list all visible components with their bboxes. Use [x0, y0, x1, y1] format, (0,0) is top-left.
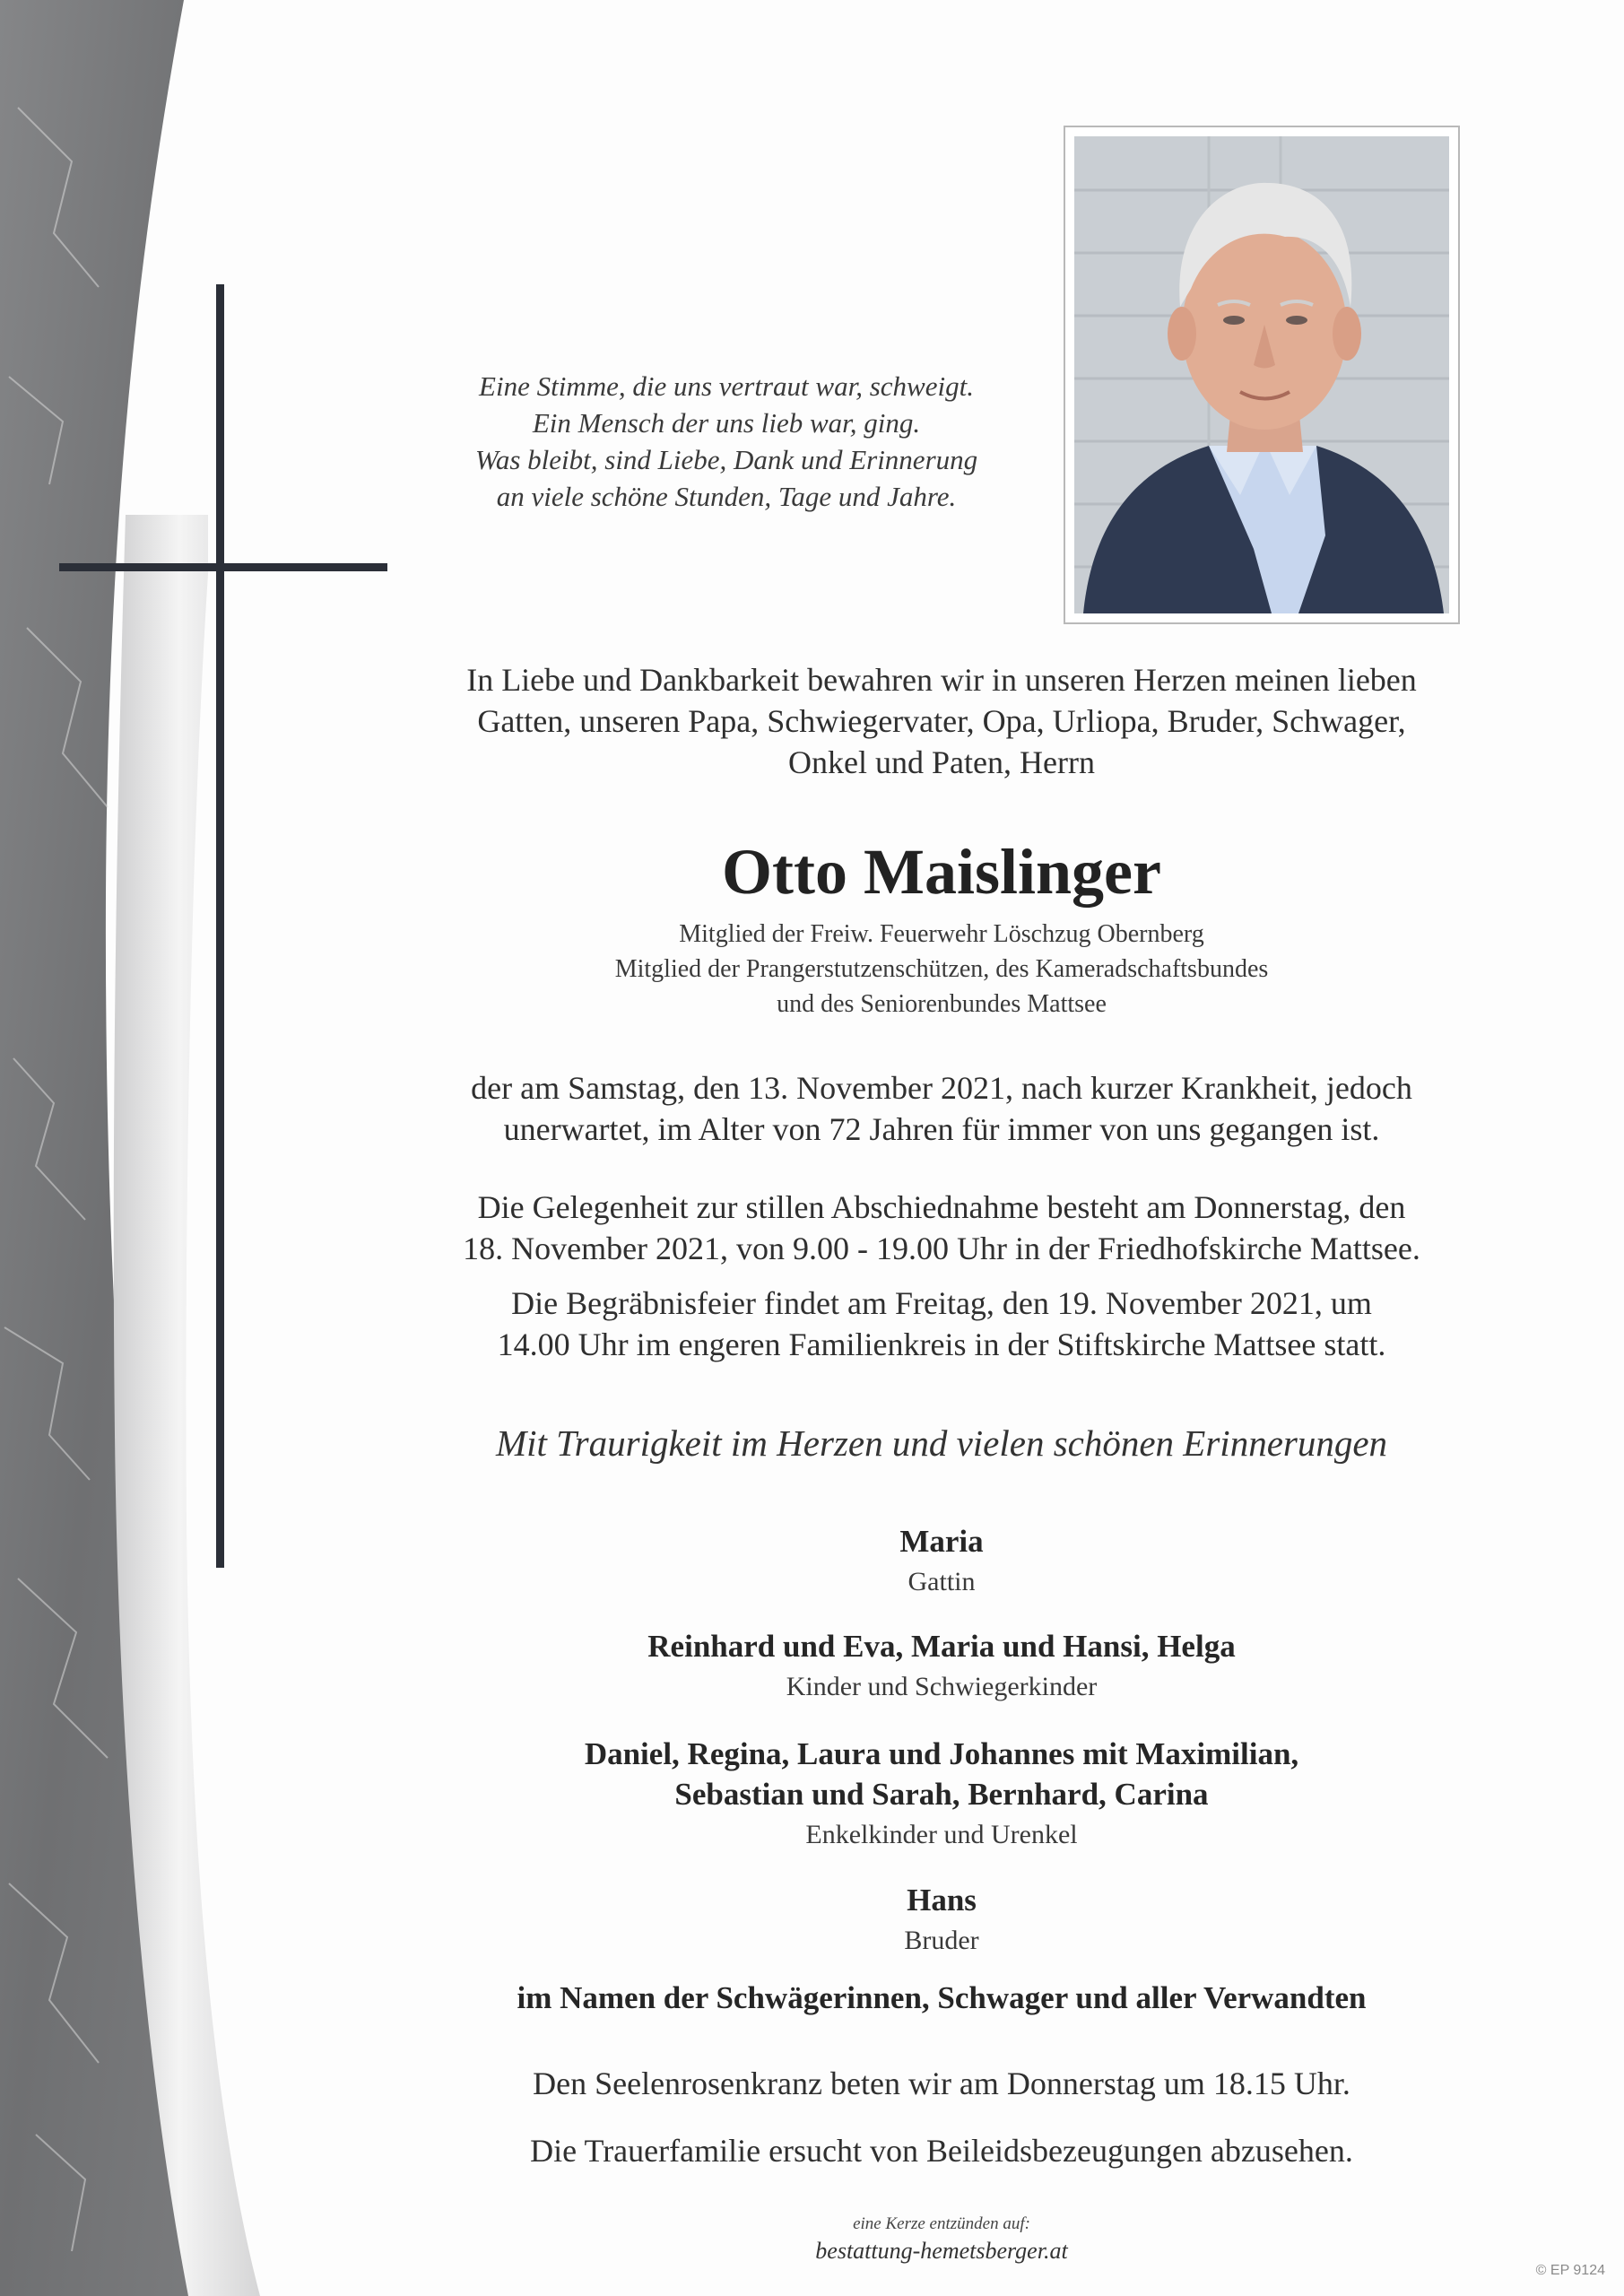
portrait-frame [1064, 126, 1460, 624]
farewell-line: 18. November 2021, von 9.00 - 19.00 Uhr in der Friedhofskirche Mattsee. [463, 1231, 1420, 1266]
deceased-name: Otto Maislinger [722, 836, 1161, 908]
funeral-line: 14.00 Uhr im engeren Familienkreis in der Stiftskirche Mattsee statt. [497, 1326, 1386, 1362]
membership-line: Mitglied der Prangerstutzenschützen, des Kameradschaftsbundes [614, 955, 1269, 983]
grandchildren-names-2: Sebastian und Sarah, Bernhard, Carina [674, 1777, 1209, 1812]
death-notice-line: unerwartet, im Alter von 72 Jahren für immer von uns gegangen ist. [503, 1111, 1380, 1147]
farewell-line: Die Gelegenheit zur stillen Abschiednahme besteht am Donnerstag, den [477, 1189, 1406, 1225]
candle-prompt: eine Kerze entzünden auf: [853, 2214, 1030, 2233]
intro-line: Onkel und Paten, Herrn [788, 744, 1095, 780]
grandchildren-relation: Enkelkinder und Urenkel [805, 1820, 1078, 1849]
intro-line: Gatten, unseren Papa, Schwiegervater, Opa, Urliopa, Bruder, Schwager, [477, 703, 1406, 739]
other-relatives: im Namen der Schwägerinnen, Schwager und aller Verwandten [517, 1980, 1367, 2015]
rosary-info: Den Seelenrosenkranz beten wir am Donnerstag um 18.15 Uhr. [533, 2066, 1350, 2101]
funeral-info [359, 1283, 1524, 1365]
children-names: Reinhard und Eva, Maria und Hansi, Helga [647, 1629, 1236, 1664]
memberships [404, 917, 1480, 1022]
cross-horizontal [59, 563, 387, 571]
closing-phrase: Mit Traurigkeit im Herzen und vielen schönen Erinnerungen [495, 1422, 1388, 1464]
spouse-name: Maria [899, 1524, 984, 1559]
condolence-note: Die Trauerfamilie ersucht von Beileidsbezeugungen abzusehen. [530, 2133, 1353, 2169]
brother-relation: Bruder [904, 1926, 979, 1955]
quote-line: Eine Stimme, die uns vertraut war, schweigt. [479, 370, 974, 402]
intro-text [341, 659, 1542, 783]
document-code: © EP 9124 [1535, 2263, 1605, 2278]
farewell-info [359, 1187, 1524, 1269]
children-relation: Kinder und Schwiegerkinder [786, 1672, 1098, 1701]
intro-line: In Liebe und Dankbarkeit bewahren wir in unseren Herzen meinen lieben [466, 662, 1417, 698]
spouse-relation: Gattin [908, 1567, 976, 1596]
portrait-photo [1074, 136, 1449, 613]
cross-vertical [216, 284, 224, 1568]
death-notice [359, 1067, 1524, 1150]
brother-name: Hans [907, 1883, 977, 1918]
quote-line: an viele schöne Stunden, Tage und Jahre. [496, 481, 957, 512]
funeral-line: Die Begräbnisfeier findet am Freitag, den 19. November 2021, um [511, 1285, 1372, 1321]
quote-line: Ein Mensch der uns lieb war, ging. [532, 407, 921, 439]
membership-line: Mitglied der Freiw. Feuerwehr Löschzug Obernberg [679, 920, 1204, 948]
grandchildren-names-1: Daniel, Regina, Laura und Johannes mit Maximilian, [584, 1736, 1299, 1771]
quote-line: Was bleibt, sind Liebe, Dank und Erinnerung [474, 444, 978, 475]
memorial-quote [386, 368, 1067, 515]
membership-line: und des Seniorenbundes Mattsee [777, 990, 1107, 1018]
funeral-home-website[interactable]: bestattung-hemetsberger.at [815, 2238, 1068, 2264]
death-notice-line: der am Samstag, den 13. November 2021, nach kurzer Krankheit, jedoch [471, 1070, 1412, 1106]
